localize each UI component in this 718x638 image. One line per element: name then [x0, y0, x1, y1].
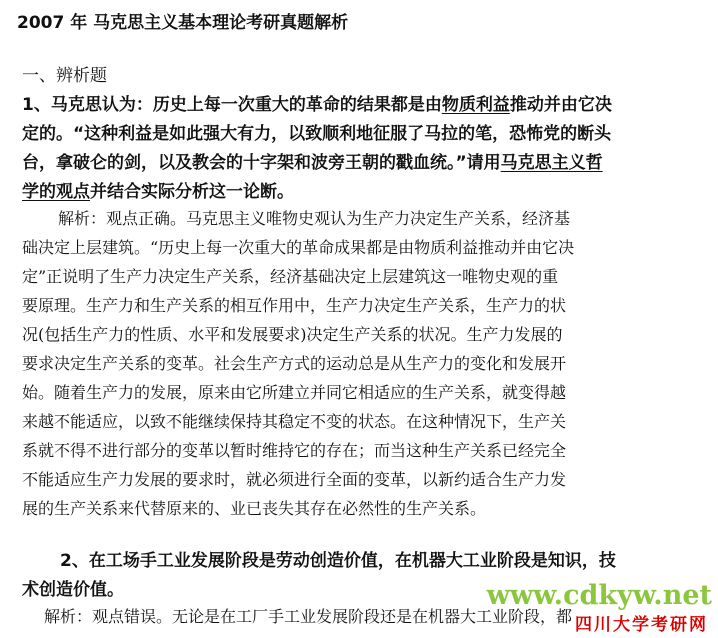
- answer-1-line: 础决定上层建筑。“历史上每一次重大的革命成果都是由物质利益推动并由它决: [22, 238, 575, 257]
- question-1-underlined-term: 物质利益: [441, 95, 510, 115]
- question-1-text: 台，拿破仑的剑，以及教会的十字架和波旁王朝的戳血统。”请用: [22, 153, 501, 173]
- answer-1-line: 不能适应生产力发展的要求时，就必须进行全面的变革，以新约适合生产力发: [22, 470, 567, 489]
- question-1-underlined-term: 马克思主义哲: [500, 153, 603, 173]
- answer-1-line: 定”正说明了生产力决定生产关系，经济基础决定上层建筑这一唯物史观的重: [22, 267, 559, 286]
- answer-1-line: 解析：观点正确。马克思主义唯物史观认为生产力决定生产关系，经济基: [58, 209, 571, 228]
- section-heading: 一、辨析题: [22, 66, 107, 86]
- answer-1-line: 要原理。生产力和生产关系的相互作用中，生产力决定生产关系，生产力的状: [22, 296, 567, 315]
- question-1-line-1: [22, 90, 612, 115]
- answer-1-line: 要求决定生产关系的变革。社会生产方式的运动总是从生产力的变化和发展开: [22, 354, 567, 373]
- answer-1-line: 况(包括生产力的性质、水平和发展要求)决定生产关系的状况。生产力发展的: [22, 325, 563, 344]
- question-1-underlined-term: 学的观点: [22, 182, 90, 202]
- question-2-line-2: 术创造价值。: [22, 580, 124, 600]
- question-1-text: 推动并由它决: [509, 95, 612, 115]
- watermark-url: www.cdkyw.net: [486, 580, 712, 611]
- question-1-line-2: 定的。“这种利益是如此强大有力，以致顺利地征服了马拉的笔，恐怖党的断头: [22, 124, 612, 144]
- watermark-name: 四川大学考研网: [575, 615, 708, 635]
- question-2-line-1: 2、在工场手工业发展阶段是劳动创造价值，在机器大工业阶段是知识，技: [60, 551, 616, 571]
- question-1-line-4: [22, 177, 294, 202]
- answer-1-line: 系就不得不进行部分的变革以暂时维持它的存在；而当这种生产关系已经完全: [22, 441, 567, 460]
- answer-1-line: 始。随着生产力的发展，原来由它所建立并同它相适应的生产关系，就变得越: [22, 383, 567, 402]
- question-1-text: 1、马克思认为：历史上每一次重大的革命的结果都是由: [22, 95, 442, 115]
- answer-2-line: 解析：观点错误。无论是在工厂手工业发展阶段还是在机器大工业阶段，都: [44, 607, 573, 626]
- document-title: 2007 年 马克思主义基本理论考研真题解析: [17, 13, 349, 33]
- question-1-text: 并结合实际分析这一论断。: [90, 182, 294, 202]
- question-1-line-3: [22, 148, 603, 173]
- answer-1-line: 来越不能适应，以致不能继续保持其稳定不变的状态。在这种情况下，生产关: [22, 412, 567, 431]
- answer-1-line: 展的生产关系来代替原来的、业已丧失其存在必然性的生产关系。: [22, 499, 487, 518]
